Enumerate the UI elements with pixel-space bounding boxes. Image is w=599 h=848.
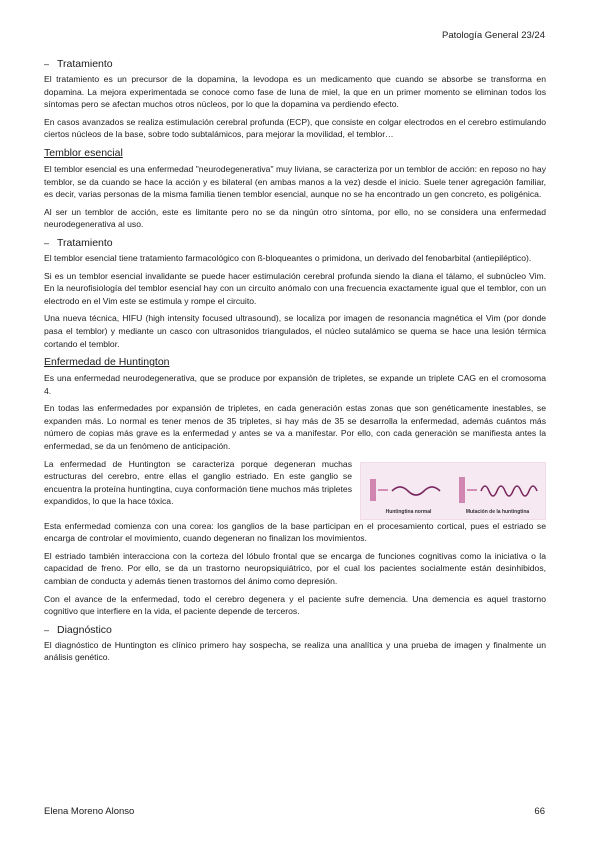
paragraph: El estriado también interacciona con la corteza del lóbulo frontal que se encarga de funciones cognitivas como la iniciativa o la capacidad de freno. Por ello, se da un trastorno neuropsiquiátrico, por el cual los pacientes socialmente están desinhibidos, cambian de conducta y además tienen trastornos del ánimo como depresión. bbox=[44, 550, 546, 587]
paragraph: La enfermedad de Huntington se caracteriza porque degeneran muchas estructuras del cerebro, entre ellas el ganglio estriado. En este ganglio se encuentra la proteína huntingtina, cuya conformación tiene muchos más tripletes expandidos, lo que la hace tóxica. bbox=[44, 458, 352, 507]
footer-author: Elena Moreno Alonso bbox=[44, 806, 135, 817]
paragraph-with-figure bbox=[44, 458, 546, 520]
paragraph: El temblor esencial es una enfermedad "neurodegenerativa" muy liviana, se caracteriza por un temblor de acción: en reposo no hay temblor, se da cuando se hace la acción y es bilateral (en ambas manos a la vez) desde el inicio. Suele tener agregación familiar, es decir, varias personas de la misma familia tienen temblor esencial, aunque no se ha encontrado un gen concreto, es poligénica. bbox=[44, 163, 546, 200]
paragraph: El diagnóstico de Huntington es clínico primero hay sospecha, se realiza una analítica y una prueba de imagen y finalmente un análisis genético. bbox=[44, 639, 546, 663]
figure-caption-normal: Huntingtina normal bbox=[385, 508, 432, 515]
paragraph: Una nueva técnica, HIFU (high intensity focused ultrasound), se localiza por imagen de resonancia magnética el Vim (por donde pasa el temblor) y mediante un casco con ultrasonidos triangulados, el núcleo sutalámico se quema se hace una lesión térmica cortando el temblor. bbox=[44, 313, 546, 349]
paragraph: Esta enfermedad comienza con una corea: los ganglios de la base participan en el procesamiento cortical, pues el estriado se encarga de controlar el movimiento, cuando degeneran no finalizan los movimientos. bbox=[44, 520, 546, 544]
bullet-dash-icon: – bbox=[44, 624, 50, 635]
page-content bbox=[44, 52, 546, 669]
section-title-temblor: Temblor esencial bbox=[44, 146, 123, 159]
normal-huntingtin-diagram bbox=[368, 475, 450, 507]
paragraph: El temblor esencial tiene tratamiento farmacológico con ß-bloqueantes o primidona, un derivado del fenobarbital (antiepiléptico). bbox=[44, 252, 532, 263]
subheading-text: Tratamiento bbox=[57, 236, 113, 249]
huntingtin-figure bbox=[360, 462, 546, 520]
paragraph: En casos avanzados se realiza estimulación cerebral profunda (ECP), que consiste en colgar electrodos en el cerebro estimulando ciertos núcleos de la base, sobre todo subtalámicos, para mejorar la movilidad, el temblor… bbox=[44, 116, 546, 140]
paragraph: Al ser un temblor de acción, este es limitante pero no se da ningún otro síntoma, por ello, no se considera una enfermedad neurodegenerativa al uso. bbox=[44, 206, 546, 230]
subheading-diagnostico bbox=[44, 624, 546, 636]
paragraph: Es una enfermedad neurodegenerativa, que se produce por expansión de tripletes, se expande un triplete CAG en el cromosoma 4. bbox=[44, 373, 546, 396]
bullet-dash-icon: – bbox=[44, 237, 50, 248]
subheading-tratamiento bbox=[44, 237, 546, 249]
subheading-tratamiento bbox=[44, 58, 546, 70]
subheading-text: Diagnóstico bbox=[57, 623, 112, 636]
paragraph: Si es un temblor esencial invalidante se puede hacer estimulación cerebral profunda siendo la diana el tálamo, el subnúcleo Vim. En la neurofisiología del temblor esencial hay con un circuito anómalo con una frecuencia exactamente igual que el temblor, con un electrodo en el Vim este se estimula y rompe el circuito. bbox=[44, 270, 546, 306]
paragraph: En todas las enfermedades por expansión de tripletes, en cada generación estas zonas que son genéticamente inestables, se expanden más. Lo normal es tener menos de 35 tripletes, si hay más de 35 se desarrolla la enfermedad, además cuántos más número de copias más grave es la enfermedad y antes se va a manifestar. Por ello, con cada generación se manifiesta antes la enfermedad, se da un fenómeno de anticipación. bbox=[44, 403, 546, 452]
figure-panel-mutation bbox=[456, 467, 539, 515]
paragraph: Con el avance de la enfermedad, todo el cerebro degenera y el paciente sufre demencia. Una demencia es aquel trastorno cognitivo que interfiere en la vida, el paciente depende de terceros. bbox=[44, 593, 546, 617]
footer-page-number: 66 bbox=[534, 806, 545, 817]
section-title-huntington: Enfermedad de Huntington bbox=[44, 356, 170, 369]
running-header: Patología General 23/24 bbox=[442, 30, 545, 41]
subheading-text: Tratamiento bbox=[57, 58, 113, 70]
figure-panel-normal bbox=[367, 467, 450, 515]
paragraph: El tratamiento es un precursor de la dopamina, la levodopa es un medicamento que cuando se absorbe se transforma en dopamina. La mejora experimentada se conoce como fase de luna de miel, la que en un primer momento se eliminan todos los síntomas pero se afectan muchos otros núcleos, por lo que la dopamina va perdiendo efecto. bbox=[44, 74, 546, 110]
mutant-huntingtin-diagram bbox=[457, 475, 539, 507]
figure-caption-mutation: Mutación de la huntingtina bbox=[465, 508, 530, 515]
bullet-dash-icon: – bbox=[44, 59, 50, 69]
